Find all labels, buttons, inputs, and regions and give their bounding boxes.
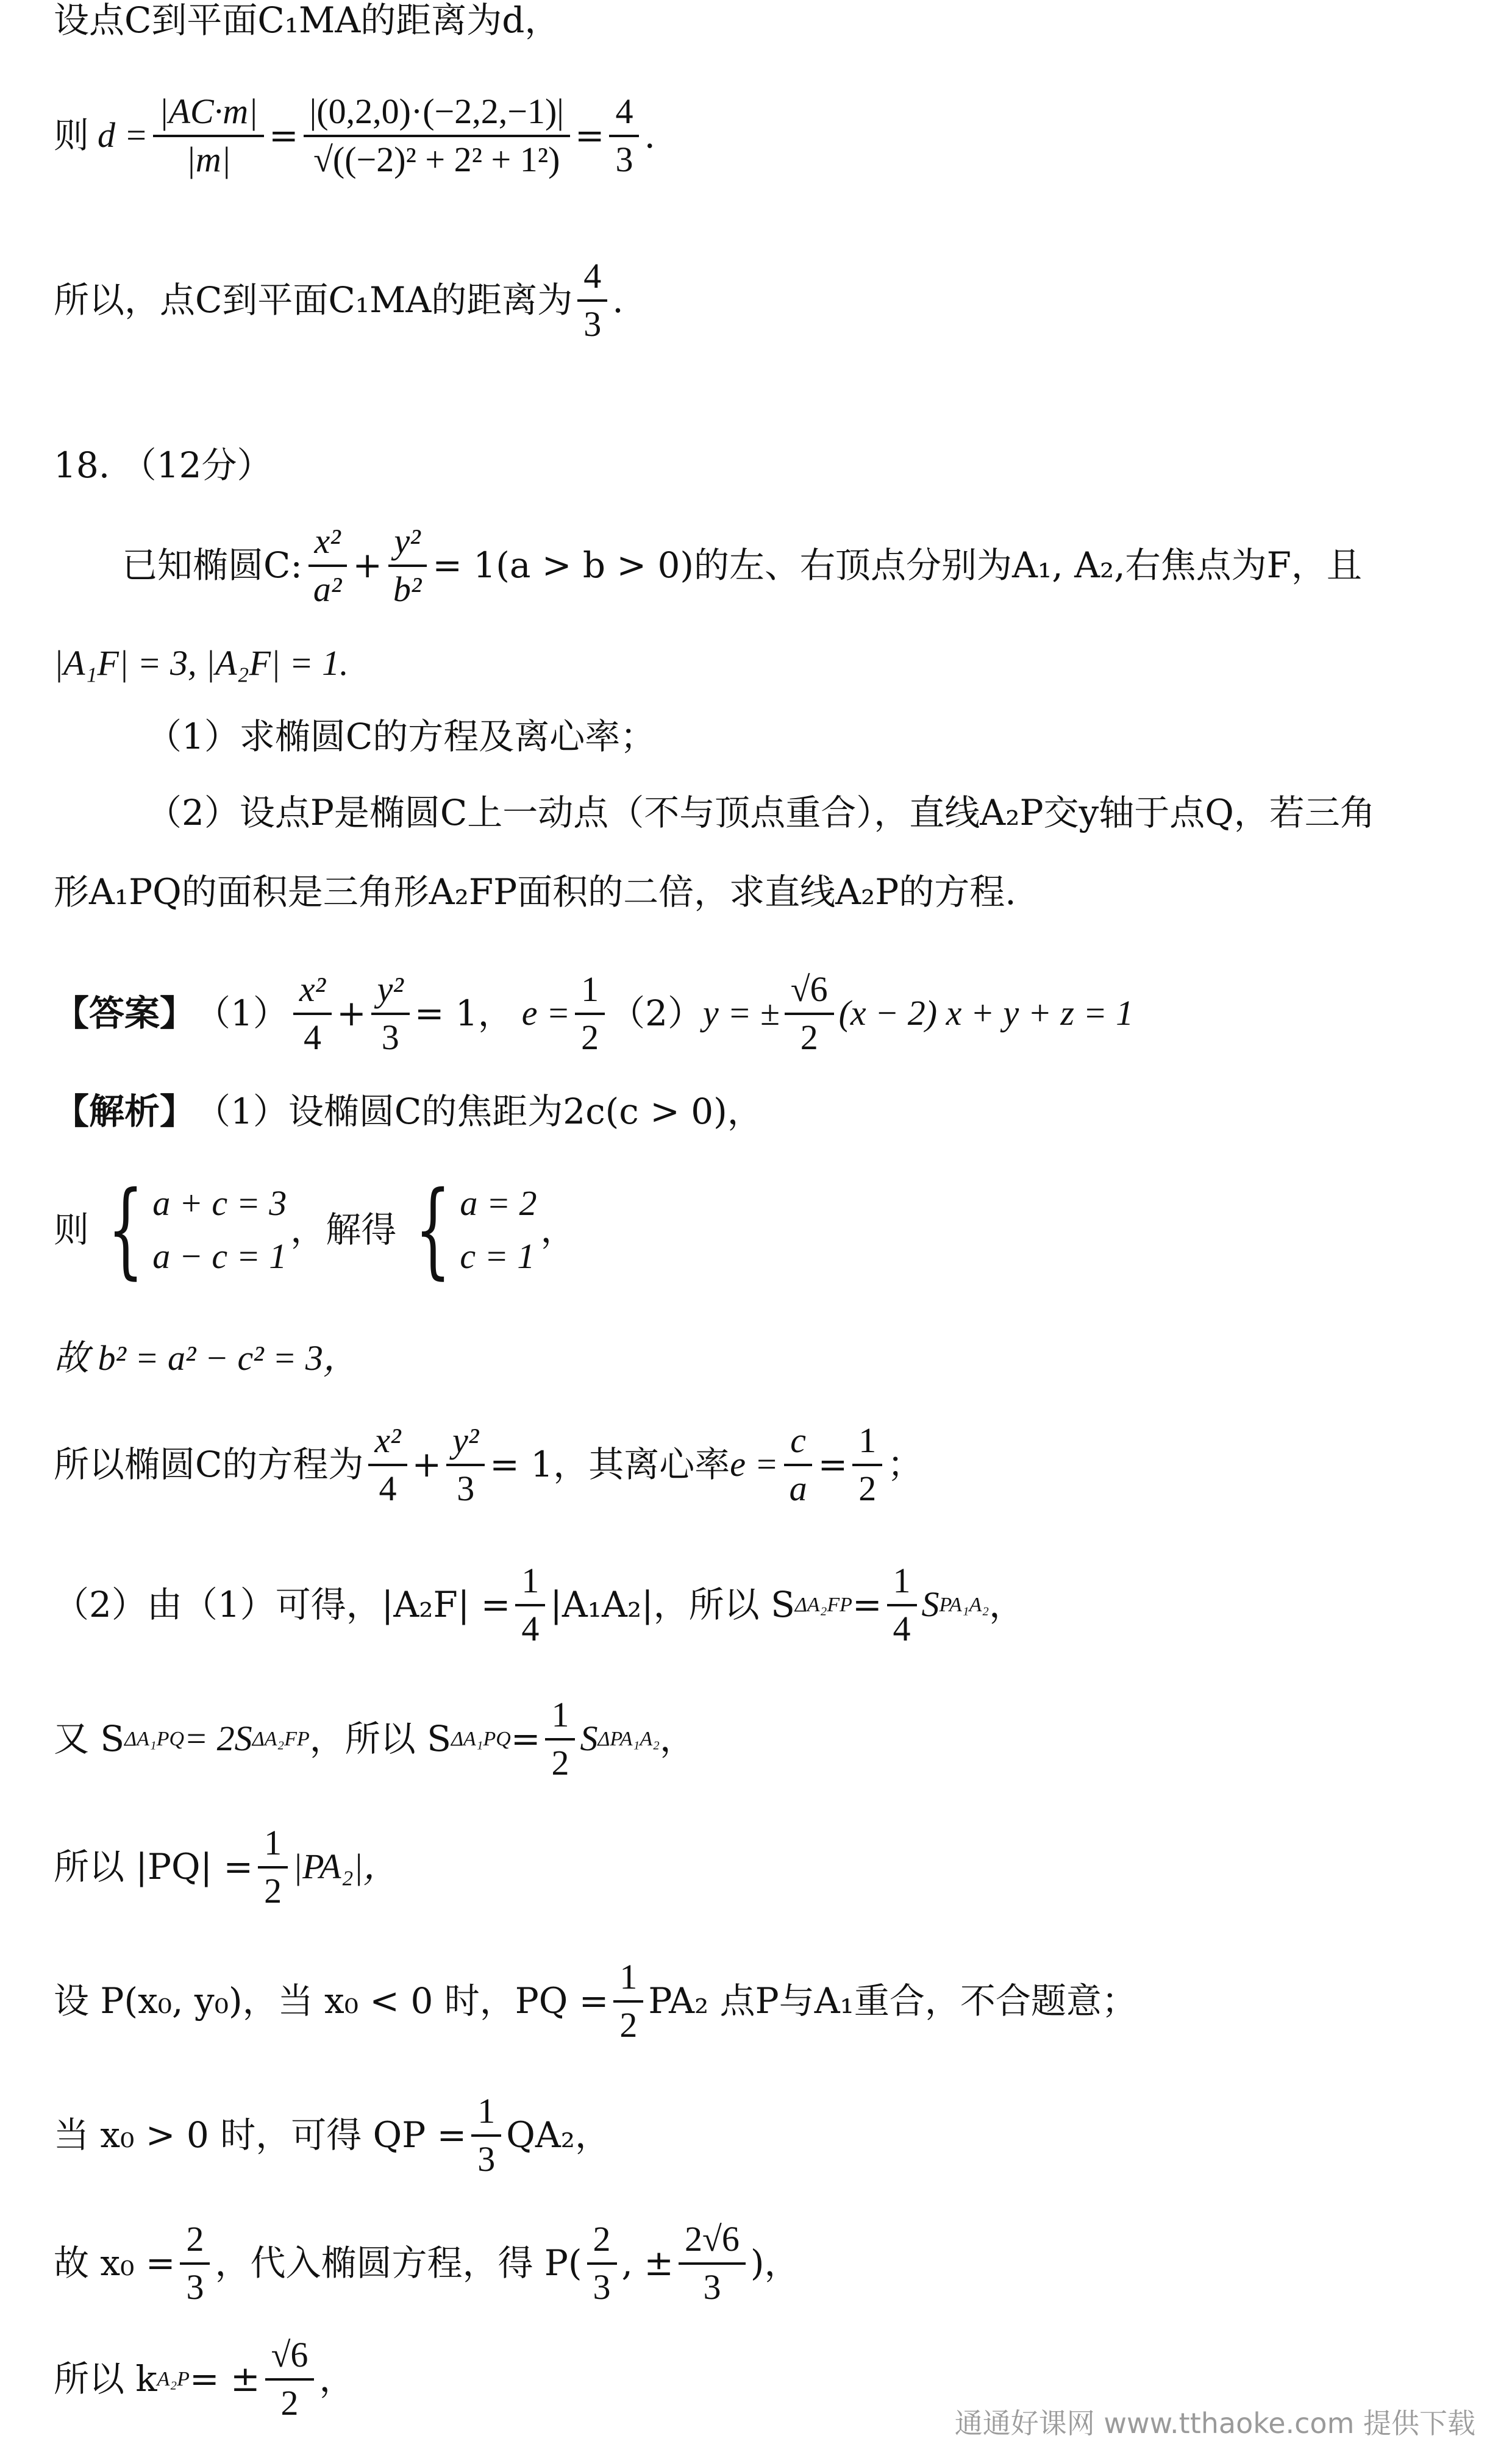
numerator: 1 (258, 1823, 288, 1869)
question-18-title (54, 445, 1475, 486)
brace: { (415, 1169, 452, 1290)
solution-system (54, 1169, 1475, 1290)
denominator: 3 (615, 139, 633, 179)
text: )， (750, 2242, 800, 2284)
numerator: x² (308, 521, 347, 567)
fraction (265, 2335, 315, 2423)
text: . (612, 279, 624, 321)
fraction (471, 2091, 501, 2179)
question-18-line2 (54, 643, 1475, 684)
numerator: 2 (180, 2219, 210, 2265)
numerator: 2 (587, 2219, 617, 2265)
denominator: 3 (381, 1017, 399, 1057)
denominator: 2 (800, 1017, 818, 1057)
equation-system (400, 1169, 537, 1290)
fraction (613, 1957, 643, 2045)
brace: { (107, 1169, 144, 1290)
fraction (887, 1561, 917, 1649)
question-18-part1 (146, 716, 1475, 757)
numerator: 4 (609, 91, 639, 137)
denominator: 4 (893, 1608, 911, 1648)
equation: c = 1 (460, 1236, 535, 1276)
fraction (180, 2219, 210, 2307)
equation: a + c = 3 (152, 1183, 287, 1223)
text: = 1(a > b > 0)的左、右顶点分别为A₁, A₂,右焦点为F，且 (432, 544, 1362, 586)
equation: a = 2 (460, 1183, 537, 1223)
text: 已知椭圆C: (122, 544, 302, 586)
line-distance-formula (54, 91, 1475, 180)
fraction (785, 969, 834, 1058)
math: = (574, 115, 605, 157)
text: （1）设椭圆C的焦距为2c(c > 0)， (195, 1091, 763, 1132)
text: 18. （12分） (54, 444, 273, 486)
solution-b-squared (54, 1338, 1475, 1379)
text: ，解得 (290, 1208, 397, 1250)
numerator: 1 (887, 1561, 917, 1606)
watermark: 通通好课网 www.tthaoke.com 提供下载 (954, 2407, 1475, 2440)
denominator: 3 (583, 304, 602, 344)
fraction (679, 2219, 746, 2307)
fraction (307, 521, 348, 610)
numerator: √6 (785, 969, 834, 1015)
math: e = (521, 993, 571, 1033)
text: 当 x₀ > 0 时，可得 QP = (54, 2114, 467, 2156)
math: = ± (189, 2358, 260, 2400)
text: （1）求椭圆C的方程及离心率； (146, 716, 656, 757)
fraction (545, 1695, 575, 1783)
subscript: ΔA₂FP (252, 1728, 310, 1751)
fraction (852, 1420, 882, 1509)
subscript: ΔA₁PQ (451, 1728, 511, 1751)
numerator: 1 (575, 969, 605, 1015)
fraction (446, 1420, 485, 1509)
fraction (587, 2219, 617, 2307)
denominator: 4 (521, 1608, 540, 1648)
solution-label: 【解析】 (54, 1091, 196, 1132)
denominator: 3 (457, 1468, 475, 1508)
text: |A₁A₂|，所以 S (550, 1584, 795, 1626)
numerator: y² (388, 521, 427, 567)
text: 设 P(x₀, y₀)，当 x₀ < 0 时，PQ = (54, 1980, 609, 2022)
text: . (644, 115, 655, 157)
text: ， (540, 1208, 576, 1250)
denominator: 2 (619, 2004, 638, 2045)
fraction (515, 1561, 545, 1649)
math: + (412, 1444, 442, 1486)
question-18-part2 (146, 793, 1475, 833)
line-distance-result (54, 256, 1475, 344)
math: = (818, 1444, 848, 1486)
numerator: x² (368, 1420, 407, 1466)
fraction (293, 969, 332, 1058)
subscript: ΔA₁PQ (124, 1728, 185, 1751)
numerator: 1 (515, 1561, 545, 1606)
denominator: 2 (551, 1742, 569, 1783)
numerator: 1 (471, 2091, 501, 2137)
text: （2）由（1）可得，|A₂F| = (54, 1584, 511, 1626)
numerator: √6 (265, 2335, 315, 2381)
numerator: y² (446, 1420, 485, 1466)
denominator: b² (393, 569, 422, 609)
math: d = (98, 115, 148, 155)
math: = 1， (414, 992, 513, 1035)
text: PA₂ 点P与A₁重合，不合题意； (648, 1980, 1137, 2022)
solution-part2-line4 (54, 1957, 1475, 2045)
math: |PA₂|， (293, 1847, 399, 1887)
numerator: 1 (545, 1695, 575, 1741)
denominator: 2 (858, 1468, 877, 1508)
text: 故 x₀ = (54, 2242, 176, 2284)
answer-label: 【答案】 (54, 992, 196, 1035)
equation: a − c = 1 (152, 1236, 287, 1276)
solution-line1 (54, 1091, 1475, 1132)
solution-part2-line6 (54, 2219, 1475, 2307)
math: S (580, 1719, 598, 1759)
denominator: 4 (379, 1468, 397, 1508)
numerator: 4 (577, 256, 607, 302)
denominator: |m| (185, 139, 231, 179)
text: （2） (610, 992, 704, 1035)
fraction (577, 256, 607, 344)
numerator: |(0,2,0)·(−2,2,−1)| (304, 91, 570, 137)
math: (x − 2) x + y + z = 1 (838, 993, 1134, 1033)
text: ，代入椭圆方程，得 P( (215, 2242, 582, 2284)
math: S (921, 1584, 940, 1625)
text: ，所以 S (309, 1718, 451, 1760)
denominator: a (789, 1468, 807, 1508)
denominator: a² (313, 569, 342, 609)
fraction (371, 969, 410, 1058)
text: ， (659, 1718, 695, 1760)
denominator: 3 (477, 2139, 496, 2179)
text: 则 (54, 1208, 90, 1250)
math: |A₁F| = 3, |A₂F| = 1. (54, 643, 349, 683)
question-18-line1 (122, 521, 1475, 610)
denominator: 4 (303, 1017, 321, 1057)
subscript: A₂P (157, 2368, 190, 2391)
text: 设点C到平面C₁MA的距离为d， (54, 0, 560, 41)
fraction (368, 1420, 407, 1509)
subscript: PA₁A₂ (939, 1594, 990, 1617)
math: + (352, 544, 382, 586)
text: （1） (195, 992, 288, 1035)
text: = 1，其离心率 (490, 1444, 730, 1486)
solution-ellipse-equation (54, 1420, 1475, 1509)
math: = (510, 1718, 541, 1760)
answer-line (54, 969, 1475, 1058)
denominator: 3 (186, 2267, 204, 2307)
text: ， (989, 1584, 1025, 1626)
text: 所以，点C到平面C₁MA的距离为 (54, 279, 573, 321)
denominator: 2 (280, 2382, 299, 2423)
text: （2）设点P是椭圆C上一动点（不与顶点重合），直线A₂P交y轴于点Q，若三角 (146, 792, 1375, 833)
fraction (575, 969, 605, 1058)
denominator: √((−2)² + 2² + 1²) (313, 139, 560, 179)
text: 所以 |PQ| = (54, 1846, 254, 1888)
solution-part2-line2 (54, 1695, 1475, 1783)
denominator: 2 (264, 1870, 282, 1911)
text: ， (319, 2358, 355, 2400)
subscript: ΔPA₁A₂ (597, 1728, 660, 1751)
text: 又 S (54, 1718, 125, 1760)
numerator: 2√6 (679, 2219, 746, 2265)
numerator: y² (371, 969, 410, 1015)
math: = (852, 1584, 882, 1626)
solution-part2-line5 (54, 2091, 1475, 2179)
text: 所以椭圆C的方程为 (54, 1444, 364, 1486)
math: y = ± (703, 993, 780, 1033)
solution-part2-line1 (54, 1561, 1475, 1649)
fraction (153, 91, 264, 180)
text: 则 (54, 115, 90, 157)
text: QA₂， (506, 2114, 610, 2156)
solution-part2-line3 (54, 1823, 1475, 1911)
fraction (783, 1420, 813, 1509)
line-distance-intro (54, 0, 1475, 41)
math: = (269, 115, 299, 157)
equation-system (93, 1169, 287, 1290)
denominator: 2 (581, 1017, 599, 1057)
math: 故 b² = a² − c² = 3， (54, 1338, 358, 1378)
numerator: c (784, 1420, 812, 1466)
math: , ± (621, 2242, 674, 2284)
text: ； (887, 1444, 923, 1486)
math: + (337, 992, 366, 1035)
fraction (304, 91, 570, 180)
subscript: ΔA₂FP (794, 1594, 852, 1617)
fraction (258, 1823, 288, 1911)
math: e = (730, 1444, 779, 1484)
question-18-part2-cont (54, 872, 1475, 913)
numerator: 1 (852, 1420, 882, 1466)
denominator: 3 (703, 2267, 721, 2307)
numerator: x² (293, 969, 332, 1015)
text: 形A₁PQ的面积是三角形A₂FP面积的二倍，求直线A₂P的方程. (54, 871, 1016, 913)
fraction (387, 521, 427, 610)
numerator: |AC·m| (153, 91, 264, 137)
denominator: 3 (593, 2267, 611, 2307)
math: = 2S (184, 1719, 252, 1759)
fraction (609, 91, 639, 180)
text: 所以 k (54, 2358, 157, 2400)
numerator: 1 (613, 1957, 643, 2003)
